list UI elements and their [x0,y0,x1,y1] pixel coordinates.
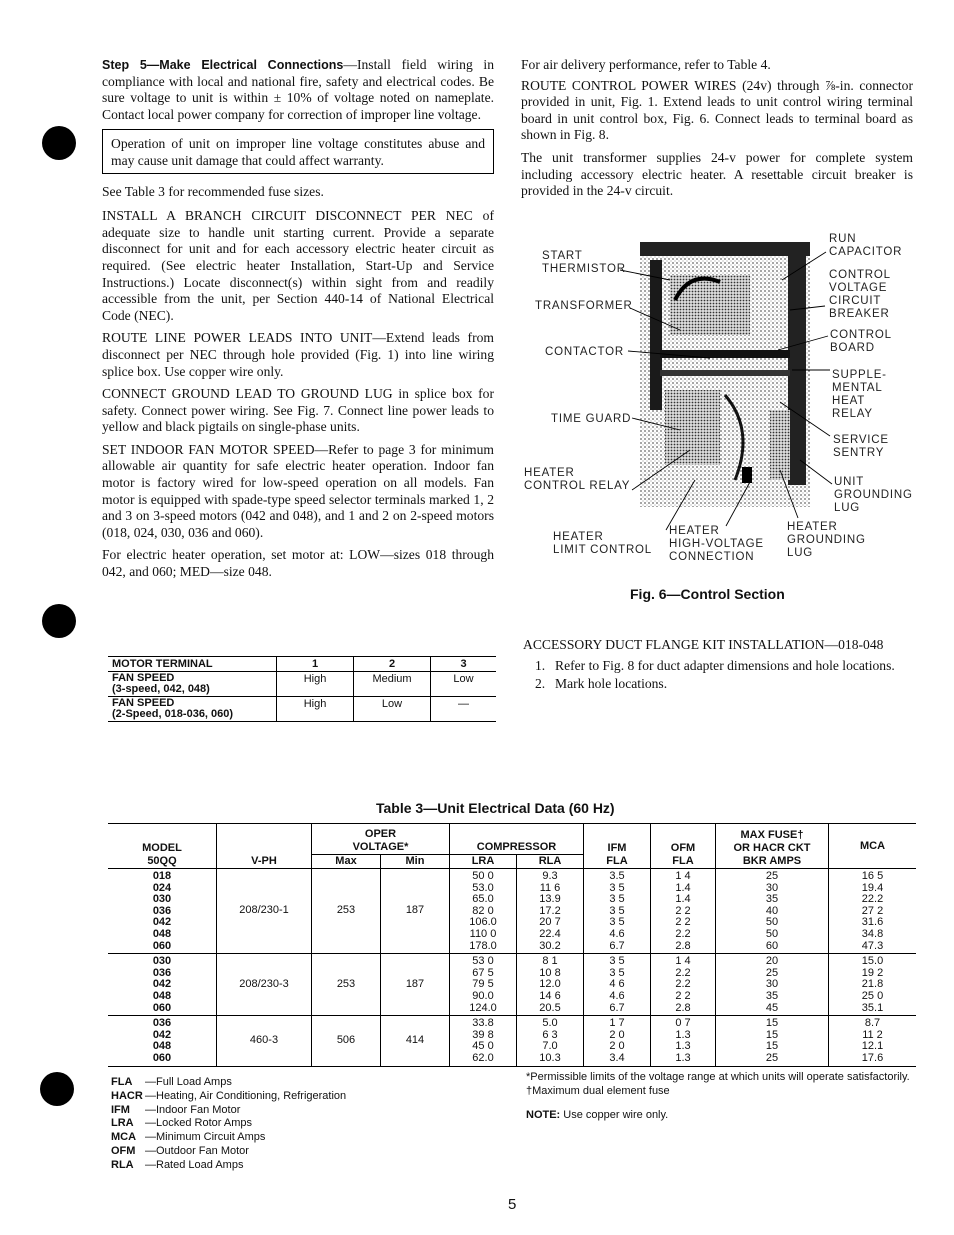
lra-value: 50 0 [472,870,494,882]
fuse-value: 25 [765,966,779,979]
legend-item [111,1076,346,1090]
cell-vph: 208/230-3 [217,954,312,1016]
rla-value: 10 8 [539,966,561,979]
motor-row [108,697,496,722]
lra-value: 53 0 [472,955,494,968]
rla-value: 20 7 [539,916,561,929]
cell-ifm [584,954,651,1016]
mca-value: 15.0 [861,955,884,968]
cell-fuse [716,869,829,954]
legend-item [111,1090,346,1104]
motor-row [108,672,496,697]
ifm-value: 3 5 [609,881,625,894]
legend-abbr: LRA [111,1117,134,1130]
legend-definition: —Full Load Amps [145,1076,232,1088]
ofm-value: 2.2 [675,927,691,940]
ifm-value: 4.6 [609,989,625,1002]
legend-item [111,1104,346,1118]
motor-cell: — [431,697,497,722]
legend-abbr: FLA [111,1076,133,1088]
hdr-oper: OPER [312,824,450,842]
ofm-value: 2.2 [675,966,691,979]
ofm-value: 2.8 [675,939,691,952]
table-row [108,1016,916,1066]
legend-abbr: RLA [111,1158,134,1171]
air-delivery-paragraph: For air delivery performance, refer to Table 4. [521,57,771,72]
ofm-value: 2 2 [675,989,691,1002]
models-value: 024 [152,881,172,894]
fuse-value: 50 [765,927,779,940]
ifm-value: 3 5 [609,955,625,968]
models-value: 036 [152,1017,172,1030]
hdr-compressor: COMPRESSOR [450,824,584,855]
lra-value: 67 5 [472,966,494,979]
label-service-sentry: SERVICE SENTRY [833,434,889,459]
figure-caption: Fig. 6—Control Section [630,586,785,602]
ofm-value: 1 4 [675,955,691,968]
rla-value: 17.2 [539,904,561,917]
fuse-note: See Table 3 for recommended fuse sizes. [102,183,324,199]
hdr-ifm: IFM [584,824,651,855]
label-start-thermistor: START THERMISTOR [542,250,626,275]
note [526,1109,918,1123]
rla-value: 5.0 [542,1017,558,1030]
ofm-value: 1.3 [675,1040,691,1053]
lra-value: 82 0 [472,904,494,917]
step-list [523,658,915,693]
models-value: 036 [152,904,172,917]
motor-row-sub: (2-Speed, 018-036, 060) [112,708,234,720]
cell-min: 187 [381,869,450,954]
ofm-value: 2.8 [675,1001,691,1014]
cell-lra [450,869,517,954]
cell-rla [517,1016,584,1066]
ifm-value: 3 5 [609,966,625,979]
motor-header-3: 3 [431,657,497,672]
ifm-value: 3.5 [609,870,625,882]
cell-mca [829,954,917,1016]
hdr-rla: RLA [517,855,584,869]
cell-fuse [716,1016,829,1066]
motor-row-label: FAN SPEED [112,672,175,684]
mca-value: 8.7 [864,1017,881,1030]
hdr-ofm: OFM [651,824,716,855]
ofm-value: 2 2 [675,916,691,929]
models-value: 030 [152,955,172,968]
mca-value: 11 2 [862,1028,883,1041]
heater-operation-paragraph: For electric heater operation, set motor at: LOW—sizes 018 through 042, and 060; MED—size 048. [102,547,494,580]
ofm-value: 1 4 [675,870,691,882]
legend-item [111,1159,346,1173]
hdr-vph: V-PH [217,824,312,869]
legend-definition: —Heating, Air Conditioning, Refrigeration [145,1089,347,1102]
hdr-model: MODEL [142,842,182,854]
ifm-value: 3 5 [609,893,625,906]
label-heater-limit-control: HEATER LIMIT CONTROL [553,531,653,556]
legend-definition: —Locked Rotor Amps [145,1117,252,1130]
models-value: 042 [152,916,172,929]
cell-vph: 460-3 [217,1016,312,1066]
cell-mca [829,1016,917,1066]
hdr-ifm2: FLA [584,855,651,869]
cell-min: 187 [381,954,450,1016]
route-control-paragraph: ROUTE CONTROL POWER WIRES (24v) through ⅞-in. connector provided in unit, Fig. 1. Extend leads to unit control wiring terminal board in unit control box, Fig. 6. Connect leads to terminal board as shown in Fig. 8. [521,77,913,143]
list-item [535,676,915,693]
mca-value: 22.2 [861,893,884,906]
legend-abbr: HACR [111,1089,143,1102]
rla-value: 11 6 [539,881,561,894]
ofm-value: 0 7 [675,1017,691,1030]
models-value: 036 [152,966,172,979]
legend-definition: —Outdoor Fan Motor [145,1144,249,1157]
step-number: 1. [535,657,546,673]
fuse-value: 25 [765,870,779,882]
models-value: 048 [152,1040,172,1053]
cell-vph: 208/230-1 [217,869,312,954]
lra-value: 90.0 [472,989,494,1002]
table-row [108,954,916,1016]
label-control-board: CONTROL BOARD [830,329,892,354]
cell-ifm [584,869,651,954]
ifm-value: 1 7 [609,1017,625,1030]
fuse-value: 25 [765,1051,779,1064]
fuse-value: 45 [765,1001,779,1014]
ifm-value: 3.4 [609,1051,625,1064]
rla-value: 13.9 [539,893,561,906]
motor-cell: High [277,672,354,697]
note-label: NOTE: [526,1108,561,1121]
motor-row-label: FAN SPEED [112,697,175,709]
label-control-voltage-breaker: CONTROL VOLTAGE CIRCUIT BREAKER [829,269,891,320]
cell-ifm [584,1016,651,1066]
models-value: 048 [152,989,172,1002]
fuse-value: 30 [765,881,779,894]
rla-value: 12.0 [539,978,561,991]
fan-speed-paragraph: SET INDOOR FAN MOTOR SPEED—Refer to page 3 for minimum allowable air quantity for safe electric heater operation. Indoor fan motor is factory wired for low-speed operation on all models. Fan motor is equipped with spade-type speed selector terminals marked 1, 2 and 3 on 3-speed motors (042 and 048), and 1 and 2 on 2-speed motors (018, 024, 030, 036 and 060). [102,441,494,540]
hdr-max: Max [312,855,381,869]
ofm-value: 1.3 [675,1028,691,1041]
ifm-value: 3 5 [609,904,625,917]
punch-hole-bottom [40,1072,74,1106]
hdr-model2: 50QQ [147,855,177,867]
mca-value: 25 0 [861,989,884,1002]
fuse-value: 15 [765,1040,779,1053]
models-value: 048 [152,927,172,940]
hdr-fuse3: BKR AMPS [742,855,802,867]
mca-value: 47.3 [861,939,884,952]
step-text: Refer to Fig. 8 for duct adapter dimensions and hole locations. [555,657,895,673]
mca-value: 34.8 [861,927,884,940]
caution-text: Operation of unit on improper line voltage constitutes abuse and may cause unit damage that could affect warranty. [111,136,485,168]
motor-header-2: 2 [354,657,431,672]
cell-rla [517,869,584,954]
motor-header-1: 1 [277,657,354,672]
label-unit-grounding-lug: UNIT GROUNDING LUG [834,476,913,514]
rla-value: 8 1 [542,955,558,968]
lra-value: 178.0 [469,939,497,952]
motor-cell: Low [354,697,431,722]
note-text: Use copper wire only. [560,1108,669,1121]
mca-value: 12.1 [861,1040,884,1053]
legend-abbr: IFM [111,1103,130,1116]
cell-max: 506 [312,1016,381,1066]
lra-value: 110 0 [469,927,497,940]
models-value: 060 [152,1051,172,1064]
electrical-data-table [108,823,916,1067]
lra-value: 124.0 [469,1001,497,1014]
cell-max: 253 [312,954,381,1016]
rla-value: 9.3 [542,870,558,882]
label-heater-control-relay: HEATER CONTROL RELAY [524,467,631,492]
fuse-value: 60 [765,939,779,952]
rla-value: 22.4 [539,927,561,940]
motor-cell: Low [431,672,497,697]
mca-value: 21.8 [861,978,884,991]
hdr-min: Min [381,855,450,869]
branch-circuit-paragraph: INSTALL A BRANCH CIRCUIT DISCONNECT PER NEC of adequate size to handle unit starting current. Provide a separate disconnect for unit and for each accessory electric heater circuit as required. (See electric heater Installation, Start-Up and Service Instructions.) Locate disconnect(s) within sight from and readily accessible from the unit, per Section 440-14 of National Electrical Code (NEC). [102,208,494,323]
cell-lra [450,954,517,1016]
fuse-value: 30 [765,978,779,991]
cell-models [108,1016,217,1066]
label-supplemental-heat-relay: SUPPLE- MENTAL HEAT RELAY [832,369,887,420]
ifm-value: 4.6 [609,927,625,940]
cell-ofm [651,954,716,1016]
fuse-value: 50 [765,916,779,929]
lra-value: 53.0 [472,881,494,894]
cell-fuse [716,954,829,1016]
mca-value: 16 5 [861,870,884,882]
legend-definition: —Minimum Circuit Amps [145,1131,266,1144]
motor-cell: High [277,697,354,722]
fuse-value: 15 [765,1028,779,1041]
lra-value: 45 0 [472,1040,494,1053]
cell-min: 414 [381,1016,450,1066]
step5-paragraph [102,57,494,123]
fuse-value: 15 [765,1017,779,1030]
hdr-ofm2: FLA [651,855,716,869]
step-text: Mark hole locations. [555,676,668,692]
label-transformer: TRANSFORMER [535,300,633,312]
ifm-value: 3 5 [609,916,625,929]
ifm-value: 2 0 [609,1040,625,1053]
models-value: 060 [152,939,172,952]
hdr-fuse2: OR HACR CKT [733,842,811,854]
ofm-value: 1.4 [675,881,691,894]
fuse-value: 35 [765,989,779,1002]
fuse-value: 35 [765,893,779,906]
legend-item [111,1145,346,1159]
route-line-paragraph: ROUTE LINE POWER LEADS INTO UNIT—Extend leads from disconnect per NEC through hole provided (Fig. 1) into line wiring splice box. Use copper wire only. [102,330,494,379]
models-value: 030 [152,893,172,906]
step5-heading: Step 5—Make Electrical Connections [102,58,344,72]
hdr-mca: MCA [829,824,917,869]
mca-value: 27 2 [861,904,884,917]
ifm-value: 2 0 [609,1028,625,1041]
ofm-value: 2 2 [675,904,691,917]
ifm-value: 6.7 [609,1001,625,1014]
footnotes [526,1071,918,1122]
legend-item [111,1117,346,1131]
footnote-fuse: †Maximum dual element fuse [526,1084,670,1097]
table-row [108,869,916,954]
motor-terminal-table [108,656,496,722]
cell-models [108,954,217,1016]
footnote-voltage: *Permissible limits of the voltage range at which units will operate satisfactorily. [526,1071,910,1083]
lra-value: 65.0 [472,893,494,906]
punch-hole-middle [42,604,76,638]
hdr-lra: LRA [450,855,517,869]
models-value: 018 [152,870,172,882]
hdr-voltage: VOLTAGE* [312,841,450,855]
ofm-value: 1.4 [675,893,691,906]
label-heater-grounding-lug: HEATER GROUNDING LUG [787,521,866,559]
label-time-guard: TIME GUARD [551,413,632,425]
label-contactor: CONTACTOR [545,346,624,358]
ofm-value: 1.3 [675,1051,691,1064]
punch-hole-top [42,126,76,160]
rla-value: 10.3 [539,1051,561,1064]
mca-value: 31.6 [861,916,884,929]
table3-title: Table 3—Unit Electrical Data (60 Hz) [376,800,615,816]
cell-mca [829,869,917,954]
lra-value: 106.0 [469,916,497,929]
models-value: 060 [152,1001,172,1014]
control-section-figure [520,230,920,575]
models-value: 042 [152,1028,172,1041]
mca-value: 35.1 [861,1001,884,1014]
transformer-paragraph: The unit transformer supplies 24-v power for complete system including accessory electric heater. A resettable circuit breaker is provided in the 24-v circuit. [521,149,913,199]
models-value: 042 [152,978,172,991]
step-number: 2. [535,676,546,692]
left-column [102,57,494,587]
legend-item [111,1131,346,1145]
motor-row-sub: (3-speed, 042, 048) [112,683,210,695]
rla-value: 20.5 [539,1001,561,1014]
lra-value: 79 5 [472,978,494,991]
cell-ofm [651,1016,716,1066]
mca-value: 19.4 [861,881,884,894]
legend-definition: —Indoor Fan Motor [145,1103,241,1116]
step5-text: —Install field wiring in compliance with local and national fire, safety and electrical codes. Be sure voltage to unit is within ± 10% of voltage noted on nameplate. Contact local power company for correction of improper line voltage. [102,57,495,122]
lra-value: 33.8 [472,1017,494,1030]
abbreviation-legend [111,1076,346,1173]
legend-definition: —Rated Load Amps [145,1158,244,1171]
mca-value: 19 2 [861,966,884,979]
page-number: 5 [508,1196,517,1213]
right-column-bottom [523,637,915,693]
ofm-value: 2.2 [675,978,691,991]
cell-rla [517,954,584,1016]
ifm-value: 6.7 [609,939,625,952]
cell-lra [450,1016,517,1066]
ground-lead-paragraph: CONNECT GROUND LEAD TO GROUND LUG in splice box for safety. Connect power wiring. See Fig. 7. Connect line power leads to yellow and black pigtails on single-phase units. [102,386,494,435]
ifm-value: 4 6 [609,978,625,991]
caution-box [102,129,494,173]
rla-value: 7.0 [542,1040,558,1053]
cell-ofm [651,869,716,954]
fuse-value: 40 [765,904,779,917]
rla-value: 30.2 [539,939,561,952]
legend-abbr: MCA [111,1131,137,1144]
lra-value: 62.0 [472,1051,494,1064]
accessory-heading: ACCESSORY DUCT FLANGE KIT INSTALLATION—018-048 [523,637,884,652]
legend-abbr: OFM [111,1144,136,1157]
motor-cell: Medium [354,672,431,697]
mca-value: 17.6 [861,1051,884,1064]
rla-value: 6 3 [542,1028,558,1041]
rla-value: 14 6 [539,989,561,1002]
hdr-fuse1: MAX FUSE† [740,829,804,841]
list-item [535,658,915,675]
cell-models [108,869,217,954]
right-column-top [521,57,913,206]
cell-max: 253 [312,869,381,954]
label-run-capacitor: RUN CAPACITOR [829,233,903,258]
fuse-value: 20 [765,955,779,968]
motor-header-terminal: MOTOR TERMINAL [112,658,213,670]
label-heater-hv-connection: HEATER HIGH-VOLTAGE CONNECTION [669,525,764,563]
lra-value: 39 8 [472,1028,494,1041]
